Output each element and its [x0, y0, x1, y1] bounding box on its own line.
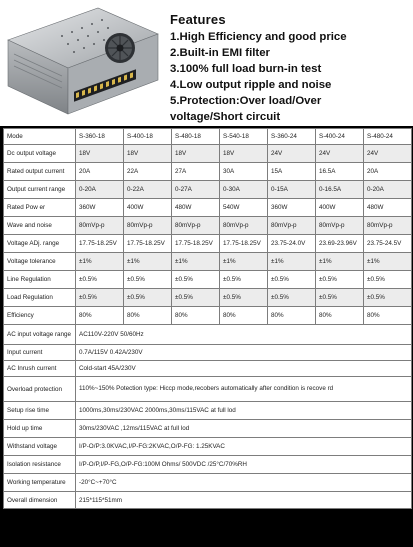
spec-cell: 20A: [76, 163, 124, 181]
spec-wide-value: 0.7A/115V 0.42A/230V: [76, 345, 412, 361]
spec-wide-row: [4, 492, 412, 509]
spec-wide-row: [4, 377, 412, 402]
spec-cell: 17.75-18.25V: [76, 235, 124, 253]
spec-row-label: Output current range: [4, 181, 76, 199]
feature-item: 3.100% full load burn-in test: [170, 63, 322, 75]
spec-row: [4, 181, 412, 199]
spec-wide-value: AC110V-220V 50/60Hz: [76, 325, 412, 345]
features-block: [170, 12, 410, 125]
spec-cell: ±0.5%: [124, 289, 172, 307]
spec-cell: 17.75-18.25V: [124, 235, 172, 253]
spec-cell: ±0.5%: [220, 271, 268, 289]
feature-item: voltage/Short circuit: [170, 111, 281, 123]
spec-cell: ±0.5%: [316, 271, 364, 289]
spec-cell: 16.5A: [316, 163, 364, 181]
spec-cell: 400W: [124, 199, 172, 217]
spec-cell: ±0.5%: [268, 289, 316, 307]
spec-cell: 0-27A: [172, 181, 220, 199]
spec-row: [4, 271, 412, 289]
spec-row-label: Efficiency: [4, 307, 76, 325]
model-name: S-360-18: [76, 129, 124, 145]
model-name: S-360-24: [268, 129, 316, 145]
spec-cell: 23.75-24.0V: [268, 235, 316, 253]
spec-cell: 80mVp-p: [220, 217, 268, 235]
spec-wide-value: I/P-O/P,I/P-FG,O/P-FG:100M Ohms/ 500VDC /25°C/70%RH: [76, 456, 412, 474]
spec-row-label: Setup rise time: [4, 402, 76, 420]
spec-wide-value: Cold-start 45A/230V: [76, 361, 412, 377]
feature-item: 5.Protection:Over load/Over: [170, 95, 322, 107]
spec-cell: 80%: [76, 307, 124, 325]
spec-row-label: Load Regulation: [4, 289, 76, 307]
spec-row-label: Working temperature: [4, 474, 76, 492]
spec-wide-value: 215*115*51mm: [76, 492, 412, 509]
spec-wide-row: [4, 456, 412, 474]
spec-row: [4, 289, 412, 307]
spec-cell: 18V: [124, 145, 172, 163]
model-name: S-480-24: [364, 129, 412, 145]
spec-row-label: Hold up time: [4, 420, 76, 438]
model-name: S-480-18: [172, 129, 220, 145]
spec-cell: 80mVp-p: [172, 217, 220, 235]
spec-table: [3, 128, 412, 509]
spec-cell: 24V: [364, 145, 412, 163]
spec-row-label: Dc output voltage: [4, 145, 76, 163]
spec-row-label: AC input voltage range: [4, 325, 76, 345]
spec-cell: 80mVp-p: [76, 217, 124, 235]
spec-row-label: Line Regulation: [4, 271, 76, 289]
spec-cell: ±0.5%: [364, 289, 412, 307]
spec-cell: 80mVp-p: [268, 217, 316, 235]
spec-row: [4, 199, 412, 217]
spec-cell: ±0.5%: [172, 289, 220, 307]
model-name: S-400-18: [124, 129, 172, 145]
spec-cell: ±1%: [124, 253, 172, 271]
spec-cell: 400W: [316, 199, 364, 217]
spec-cell: 18V: [172, 145, 220, 163]
spec-row: [4, 307, 412, 325]
spec-row-label: Rated Pow er: [4, 199, 76, 217]
features-list: [170, 29, 410, 125]
spec-cell: 27A: [172, 163, 220, 181]
spec-cell: 17.75-18.25V: [220, 235, 268, 253]
spec-cell: 480W: [364, 199, 412, 217]
spec-cell: ±0.5%: [316, 289, 364, 307]
spec-cell: 0-30A: [220, 181, 268, 199]
features-title: Features: [170, 12, 226, 27]
spec-cell: ±0.5%: [172, 271, 220, 289]
spec-wide-row: [4, 438, 412, 456]
spec-row-label: Voltage ADj. range: [4, 235, 76, 253]
spec-wide-row: [4, 325, 412, 345]
spec-row: [4, 145, 412, 163]
spec-cell: ±0.5%: [364, 271, 412, 289]
spec-cell: 480W: [172, 199, 220, 217]
spec-row: [4, 235, 412, 253]
spec-wide-row: [4, 361, 412, 377]
model-name: S-400-24: [316, 129, 364, 145]
spec-cell: 80%: [220, 307, 268, 325]
spec-cell: ±1%: [364, 253, 412, 271]
spec-row-label: Withstand voltage: [4, 438, 76, 456]
spec-cell: ±0.5%: [76, 271, 124, 289]
spec-row-label: Wave and noise: [4, 217, 76, 235]
spec-row-label: Voltage tolerance: [4, 253, 76, 271]
spec-row: [4, 253, 412, 271]
spec-cell: ±0.5%: [268, 271, 316, 289]
spec-header-row: [4, 129, 412, 145]
spec-row-label: AC Inrush current: [4, 361, 76, 377]
spec-wide-value: I/P-O/P:3.0KVAC,I/P-FG:2KVAC,O/P-FG: 1.25KVAC: [76, 438, 412, 456]
hero-section: [0, 0, 413, 126]
spec-row-label: Overload protection: [4, 377, 76, 402]
spec-cell: 540W: [220, 199, 268, 217]
spec-row-label: Rated output current: [4, 163, 76, 181]
spec-cell: 0-16.5A: [316, 181, 364, 199]
spec-wide-value: 110%~150% Potection type: Hiccp mode,recobers automatically after condition is recove rd: [76, 377, 412, 402]
spec-cell: 20A: [364, 163, 412, 181]
spec-cell: 80mVp-p: [124, 217, 172, 235]
spec-cell: 0-22A: [124, 181, 172, 199]
spec-cell: ±1%: [316, 253, 364, 271]
spec-cell: 18V: [76, 145, 124, 163]
spec-wide-row: [4, 345, 412, 361]
spec-cell: 17.75-18.25V: [172, 235, 220, 253]
feature-item: 2.Built-in EMI filter: [170, 47, 270, 59]
power-supply-image: [2, 2, 162, 122]
model-name: S-540-18: [220, 129, 268, 145]
spec-cell: 18V: [220, 145, 268, 163]
spec-cell: 23.69-23.96V: [316, 235, 364, 253]
spec-cell: ±1%: [220, 253, 268, 271]
spec-row: [4, 163, 412, 181]
spec-cell: 22A: [124, 163, 172, 181]
spec-cell: 15A: [268, 163, 316, 181]
feature-item: 4.Low output ripple and noise: [170, 79, 332, 91]
mode-label: Mode: [4, 129, 76, 145]
spec-cell: 80%: [316, 307, 364, 325]
spec-cell: 80%: [364, 307, 412, 325]
spec-wide-row: [4, 402, 412, 420]
spec-cell: 80%: [268, 307, 316, 325]
spec-cell: 0-20A: [76, 181, 124, 199]
spec-cell: ±1%: [172, 253, 220, 271]
spec-cell: 360W: [76, 199, 124, 217]
spec-cell: ±1%: [76, 253, 124, 271]
spec-cell: 0-15A: [268, 181, 316, 199]
feature-item: 1.High Efficiency and good price: [170, 31, 347, 43]
spec-cell: 360W: [268, 199, 316, 217]
spec-cell: 80%: [172, 307, 220, 325]
spec-cell: 30A: [220, 163, 268, 181]
spec-row-label: Input current: [4, 345, 76, 361]
spec-wide-row: [4, 420, 412, 438]
spec-wide-value: 30ms/230VAC ,12ms/115VAC at full lod: [76, 420, 412, 438]
spec-row-label: Overall dimension: [4, 492, 76, 509]
spec-cell: 0-20A: [364, 181, 412, 199]
spec-cell: 80mVp-p: [316, 217, 364, 235]
spec-cell: ±1%: [268, 253, 316, 271]
spec-cell: 24V: [316, 145, 364, 163]
spec-cell: ±0.5%: [220, 289, 268, 307]
spec-wide-value: -20°C~+70°C: [76, 474, 412, 492]
spec-wide-row: [4, 474, 412, 492]
spec-cell: 80mVp-p: [364, 217, 412, 235]
spec-cell: 80%: [124, 307, 172, 325]
spec-cell: 24V: [268, 145, 316, 163]
spec-row-label: Isolation resistance: [4, 456, 76, 474]
spec-cell: 23.75-24.5V: [364, 235, 412, 253]
spec-wide-value: 1000ms,30ms/230VAC 2000ms,30ms/115VAC at full lod: [76, 402, 412, 420]
spec-cell: ±0.5%: [76, 289, 124, 307]
spec-row: [4, 217, 412, 235]
spec-cell: ±0.5%: [124, 271, 172, 289]
